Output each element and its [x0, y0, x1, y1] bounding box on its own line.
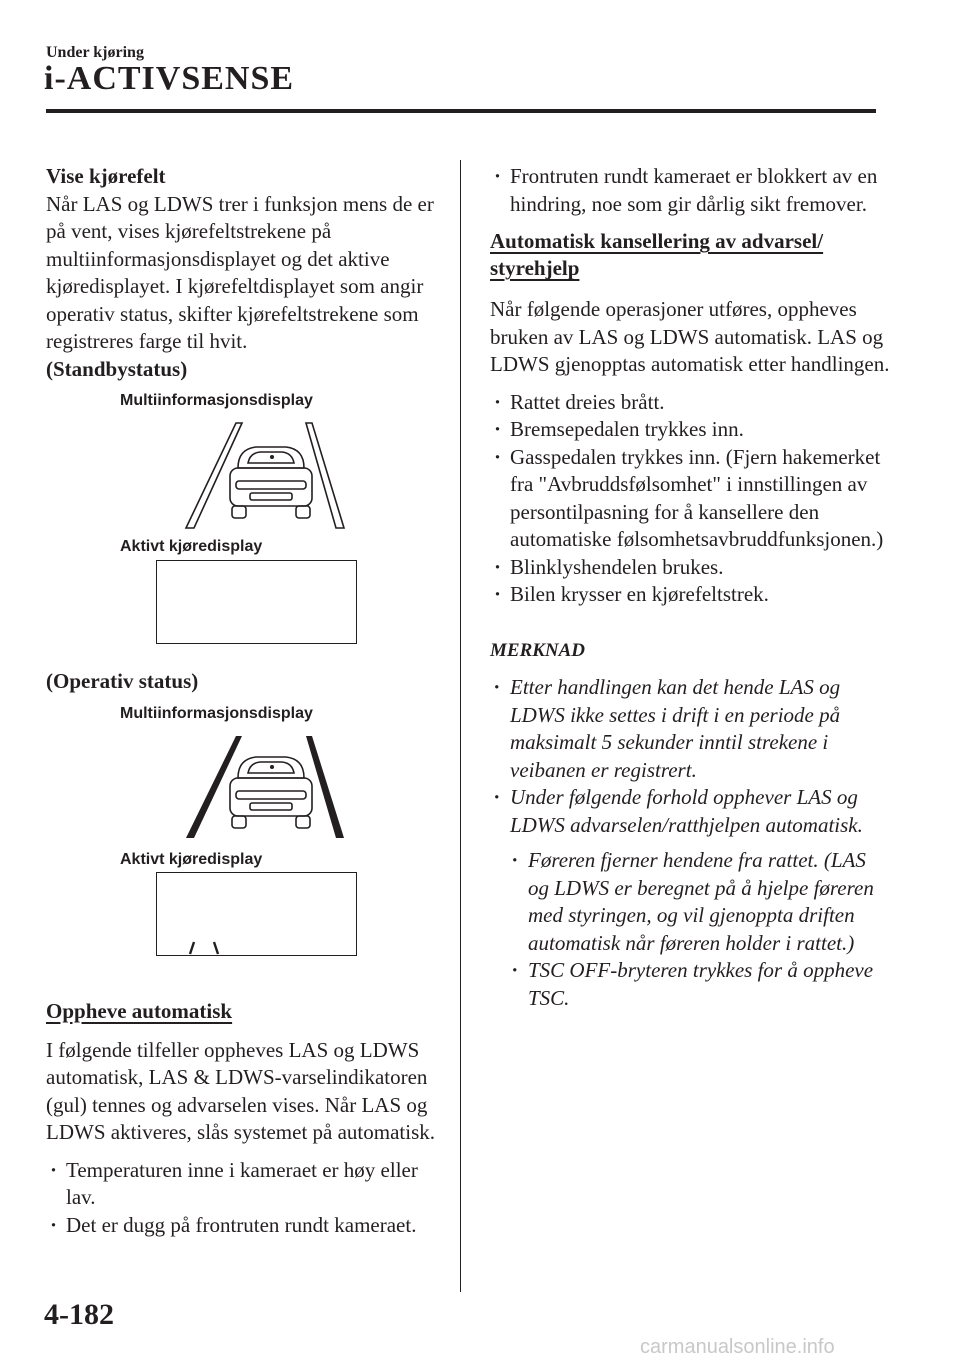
blokkert-bullet-list [490, 163, 890, 218]
list-item: · Etter handlingen kan det hende LAS og LDWS ikke settes i drift i en periode på maksimalt 5 sekunder inntil strekene i veibanen er registrert. [490, 674, 890, 784]
paragraph-oppheve: I følgende tilfeller oppheves LAS og LDWS automatisk, LAS & LDWS-varselindikatoren (gul) tennes og advarselen vises. Når LAS og LDWS aktiveres, slås systemet på automatisk. [46, 1037, 436, 1144]
column-divider [460, 160, 461, 1292]
header-rule [46, 109, 876, 113]
operativ-figure [46, 696, 451, 998]
fig-label-aktiv-standby: Aktivt kjøredisplay [120, 538, 263, 555]
right-column [490, 163, 890, 1012]
list-item: · Det er dugg på frontruten rundt kameraet. [46, 1212, 451, 1240]
list-item: · Føreren fjerner hendene fra rattet. (LAS og LDWS er beregnet på å hjelpe føreren med styringen, og vil gjenoppta driften automatisk når føreren holder i rattet.) [508, 847, 890, 957]
chapter-title: i-ACTIVSENSE [44, 60, 295, 97]
list-item: · Gasspedalen trykkes inn. (Fjern hakemerket fra "Avbruddsfølsomhet" i innstillingen av persontilpasning for å kansellere den automatiske følsomhetsavbruddfunksjonen.) [490, 444, 890, 554]
kansellering-bullet-list [490, 389, 890, 609]
section-label: Under kjøring [46, 44, 144, 61]
aktiv-display-standby-box [156, 560, 357, 644]
fig-label-multi-standby: Multiinformasjonsdisplay [120, 392, 313, 409]
list-item: · Bremsepedalen trykkes inn. [490, 416, 890, 444]
note-sub-bullet-list [490, 847, 890, 1012]
paragraph-automatisk-kansellering: Når følgende operasjoner utføres, oppheves bruken av LAS og LDWS automatisk. LAS og LDWS gjenopptas automatisk etter handlingen. [490, 297, 890, 376]
heading-automatisk-kansellering: Automatisk kansellering av advarsel/ styrehjelp [490, 229, 824, 280]
list-item: · Bilen krysser en kjørefeltstrek. [490, 581, 890, 609]
list-item: · TSC OFF-bryteren trykkes for å oppheve TSC. [508, 957, 890, 1012]
standby-lane-car-illustration [176, 413, 376, 533]
list-item: · Temperaturen inne i kameraet er høy eller lav. [46, 1157, 451, 1212]
note-heading: MERKNAD [490, 639, 586, 661]
page-number: 4-182 [44, 1298, 114, 1331]
label-operativ-status: (Operativ status) [46, 669, 199, 693]
heading-oppheve-automatisk: Oppheve automatisk [46, 998, 233, 1023]
label-standby-status: (Standbystatus) [46, 356, 188, 381]
watermark: carmanualsonline.info [640, 1336, 835, 1358]
standby-figure [46, 383, 451, 668]
fig-label-multi-operativ: Multiinformasjonsdisplay [120, 704, 313, 722]
list-item: · Frontruten rundt kameraet er blokkert av en hindring, noe som gir dårlig sikt fremover. [490, 163, 890, 218]
list-item: · Blinklyshendelen brukes. [490, 554, 890, 582]
paragraph-vise-kjorefelt: Når LAS og LDWS trer i funksjon mens de er på vent, vises kjørefeltstrekene på multiinformasjonsdisplayet og det aktive kjøredisplayet. I kjørefeltdisplayet som angir operativ status, skifter kjørefeltstrekene som registreres farge til hvit. [46, 191, 434, 353]
fig-label-aktiv-operativ: Aktivt kjøredisplay [120, 850, 263, 868]
list-item: · Rattet dreies brått. [490, 389, 890, 417]
list-item: · Under følgende forhold opphever LAS og LDWS advarselen/ratthjelpen automatisk. [490, 784, 890, 839]
heading-vise-kjorefelt: Vise kjørefelt [46, 164, 166, 188]
left-column [46, 163, 451, 1239]
operativ-lane-car-illustration [176, 726, 376, 846]
note-bullet-list [490, 674, 890, 839]
aktiv-display-lane-marks [182, 936, 242, 956]
oppheve-bullet-list [46, 1157, 451, 1240]
